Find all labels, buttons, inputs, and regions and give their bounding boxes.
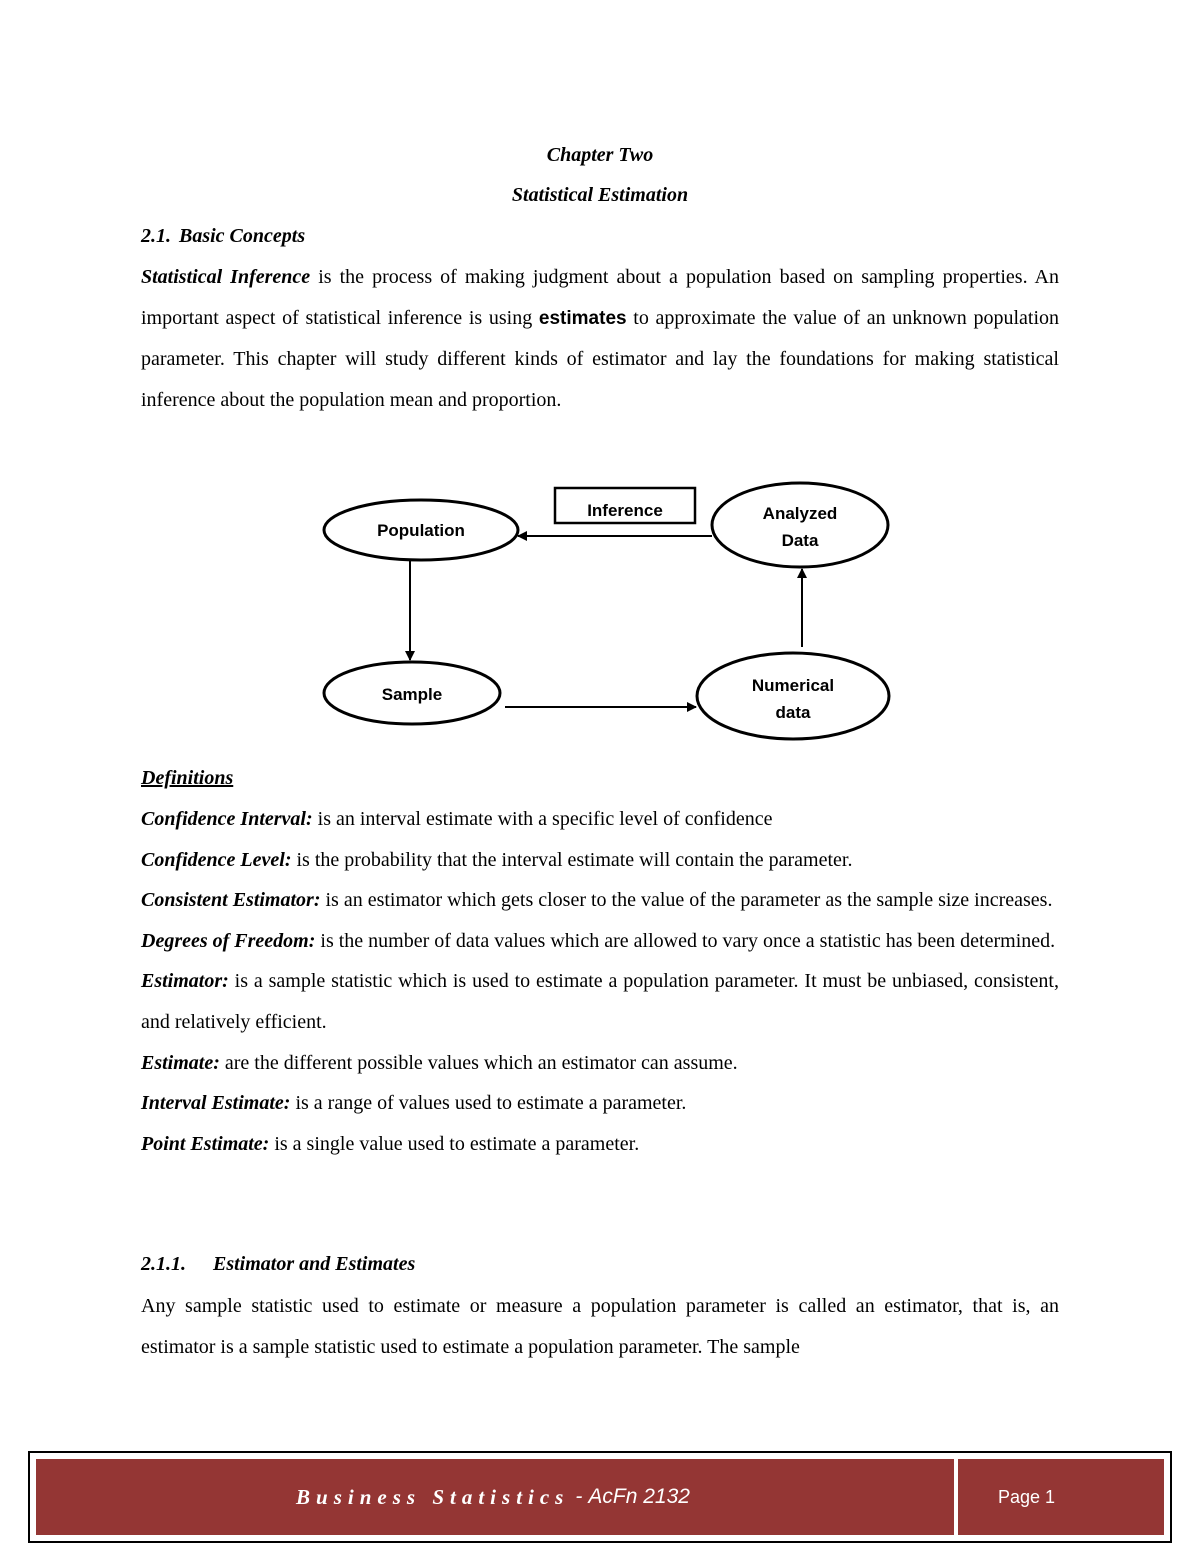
intro-text-2: to approximate the value of an unknown population parameter. This chapter will study different kinds of estimator and lay the foundations for making statistical inference about the population mean and proportion.: [141, 306, 1059, 411]
definition-term: Interval Estimate:: [141, 1092, 291, 1115]
intro-term: Statistical Inference: [141, 266, 311, 288]
inference-label: Inference: [587, 501, 663, 520]
footer-course-code: AcFn 2132: [588, 1485, 690, 1508]
sample-label: Sample: [381, 685, 443, 704]
definition-term: Estimator:: [141, 970, 229, 993]
intro-text-1: is the process of making judgment about a population based on sampling properties. An important aspect of statistical inference is using: [141, 266, 1059, 329]
definition-item: [141, 961, 1059, 1042]
numerical-data-label-1: Numerical: [751, 676, 835, 695]
basic-concepts-number: 2.1.: [141, 225, 171, 247]
definition-text: is an estimator which gets closer to the value of the parameter as the sample size increases.: [320, 889, 1053, 912]
inference-diagram: [300, 470, 920, 750]
definition-term: Confidence Level:: [141, 848, 292, 871]
definition-item: [141, 840, 1059, 881]
footer-title: [36, 1459, 950, 1535]
analyzed-data-label-1: Analyzed: [762, 504, 838, 523]
estimator-paragraph: Any sample statistic used to estimate or measure a population parameter is called an estimator, that is, an estimator is a sample statistic used to estimate a population parameter. The sample: [141, 1295, 1059, 1358]
definition-text: is an interval estimate with a specific level of confidence: [312, 808, 773, 830]
definition-text: is the number of data values which are allowed to vary once a statistic has been determined.: [315, 929, 1056, 952]
numerical-data-node: [697, 653, 889, 739]
footer-course-name: Business Statistics: [296, 1484, 570, 1509]
definition-text: are the different possible values which an estimator can assume.: [219, 1051, 738, 1074]
definition-item: [141, 1124, 1059, 1165]
definitions-list: [141, 799, 1059, 1164]
analyzed-data-node: [712, 483, 888, 567]
basic-concepts-heading: [141, 225, 305, 248]
estimator-heading: [141, 1253, 415, 1276]
definition-text: is a single value used to estimate a parameter.: [269, 1132, 640, 1155]
footer-dash: -: [575, 1485, 583, 1508]
definition-text: is the probability that the interval estimate will contain the parameter.: [291, 848, 853, 871]
definition-item: [141, 799, 1059, 840]
definition-item: [141, 880, 1059, 921]
definition-text: is a range of values used to estimate a parameter.: [290, 1092, 687, 1115]
definition-item: [141, 1043, 1059, 1084]
estimator-number: 2.1.1.: [141, 1253, 186, 1275]
definition-term: Estimate:: [141, 1051, 220, 1074]
definition-term: Confidence Interval:: [141, 808, 313, 830]
definition-term: Degrees of Freedom:: [141, 929, 316, 952]
definition-item: [141, 1083, 1059, 1124]
page-footer: [28, 1451, 1172, 1543]
intro-bold-term: estimates: [538, 307, 627, 329]
numerical-data-label-2: data: [775, 703, 811, 722]
definition-text: is a sample statistic which is used to estimate a population parameter. It must be unbiased, consistent, and relatively efficient.: [141, 970, 1059, 1033]
estimator-title: Estimator and Estimates: [213, 1253, 416, 1275]
definitions-heading: Definitions: [141, 767, 234, 789]
footer-page-number: Page 1: [954, 1459, 1160, 1535]
intro-paragraph: [141, 257, 1059, 420]
population-label: Population: [377, 521, 465, 540]
definition-term: Consistent Estimator:: [141, 889, 321, 912]
definition-item: [141, 921, 1059, 962]
section-title: Statistical Estimation: [511, 184, 689, 206]
definition-term: Point Estimate:: [141, 1132, 270, 1155]
analyzed-data-label-2: Data: [781, 531, 819, 550]
chapter-title: Chapter Two: [546, 144, 654, 166]
basic-concepts-title: Basic Concepts: [179, 225, 306, 247]
